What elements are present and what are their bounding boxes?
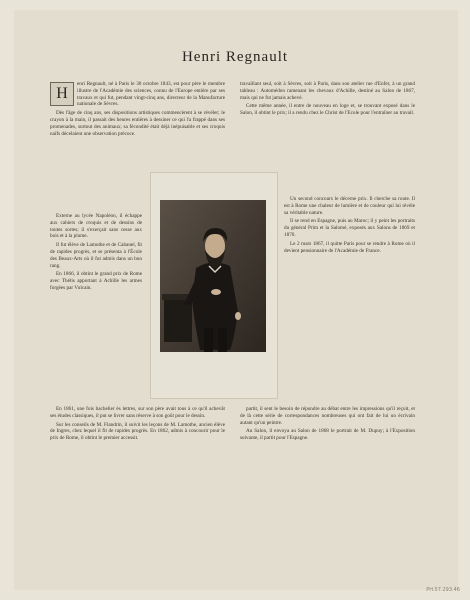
column-left-narrow	[50, 213, 142, 294]
paragraph: Le 2 mars 1867, il quitte Paris pour se rendre à Rome où il devient pensionnaire de l'Académie de France.	[284, 240, 415, 254]
paragraph: Sur les conseils de M. Flandrin, il suivit les leçons de M. Lamothe, ancien élève de Ingres, chez lequel il fit de rapides progrès. En 1862, admis à concourir pour le prix de Rome, il obtint le premier accessit.	[50, 421, 225, 442]
paragraph: Il se rend en Espagne, puis au Maroc; il y peint les portraits du général Prim et la Salomé, exposés aux Salons de 1869 et 1870.	[284, 218, 415, 238]
column-right-bottom	[240, 406, 415, 444]
paragraph: Il fut élève de Lamothe et de Cabanel, fit de rapides progrès, et se présenta à l'École des Beaux-Arts où il fut admis dans un bon rang.	[50, 242, 142, 269]
portrait-photo	[160, 200, 266, 352]
column-right-narrow	[284, 196, 415, 256]
paragraph: partit, il sent le besoin de répondre au débat entre les impressions qu'il reçoit, et de là cette série de correspondances nombreuses qui ont fait de lui un écrivain autant qu'un peintre.	[240, 406, 415, 426]
paragraph: Au Salon, il envoya au Salon de 1868 le portrait de M. Dupuy; à l'Exposition suivante, il partit pour l'Espagne.	[240, 428, 415, 442]
portrait-illustration	[160, 200, 266, 352]
drop-cap: H	[50, 82, 74, 106]
column-left-bottom	[50, 406, 225, 444]
paragraph: Externe au lycée Napoléon, il échappe aux cahiers de croquis et de dessins de toutes sortes; il s'exerçait sans cesse aux bois et à la plume.	[50, 213, 142, 240]
paragraph: enri Regnault, né à Paris le 30 octobre 1843, est pour père le membre illustre de l'Académie des sciences, connu de l'Europe entière par ses travaux et qui fut, pendant vingt-cinq ans, directeur de la Manufacture nationale de Sèvres.	[77, 81, 225, 108]
column-left-top	[50, 81, 225, 139]
column-right-top	[240, 81, 415, 119]
paragraph: Un second concours le décerne prix. Il cherche sa route. Il est à Rome une chaleur de lumière et de couleur qui lui révèle sa véritable nature.	[284, 196, 415, 216]
paragraph: travaillant seul, soit à Sèvres, soit à Paris, dans son atelier rue d'Enfer, à un grand tableau : Automédon ramenant les chevaux d'Achille, destiné au Salon de 1867, mais qui ne fut jamais achevé.	[240, 81, 415, 101]
catalog-number: PH.57.293.46	[426, 587, 460, 593]
paragraph: Dès l'âge de cinq ans, ses dispositions artistiques commencèrent à se révéler; le crayon à la main, il passait des heures entières à dessiner ce qui l'a frappé dans ses promenades, surtout des animaux; sa fécondité était déjà inépuisable et ses croquis naïfs décelaient une observation précoce.	[50, 110, 225, 137]
paragraph: En 1861, une fois bachelier ès lettres, sur son père avait tous à ce qu'il achevât ses études classiques, il put se livrer sans réserve à son goût pour le dessin.	[50, 406, 225, 419]
paragraph: Cette même année, il entre de nouveau en loge et, se trouvant exposé dans le Salon, il obtint le prix; il a rendu chez le Christ de l'Ecole pour l'entraîner au travail.	[240, 103, 415, 117]
page-title: Henri Regnault	[181, 49, 289, 65]
paragraph: En 1866, il obtint le grand prix de Rome avec Thétis apportant à Achille les armes forgées par Vulcain.	[50, 271, 142, 291]
